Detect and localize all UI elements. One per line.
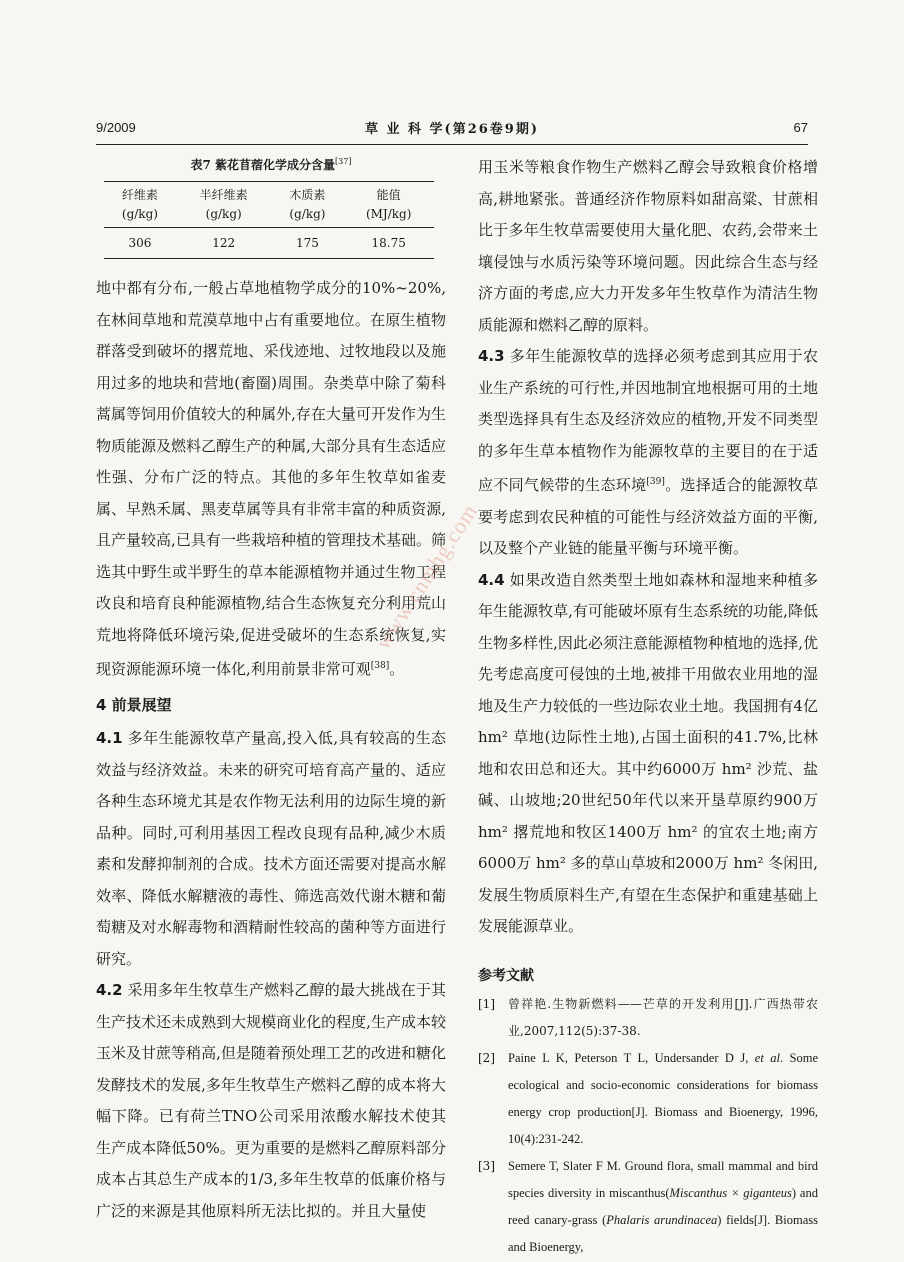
running-header — [96, 118, 808, 140]
table-header-cell: 半纤维素 — [199, 188, 248, 202]
page-number: 67 — [793, 120, 808, 135]
body-paragraph-continued: 用玉米等粮食作物生产燃料乙醇会导致粮食价格增高,耕地紧张。普通经济作物原料如甜高粱、甘蔗相比于多年生牧草需要使用大量化肥、农药,会带来土壤侵蚀与水质污染等环境问题。因此综合生态与经济方面的考虑,应大力开发多年生牧草作为清洁生物质能源和燃料乙醇的原料。 — [478, 158, 818, 334]
table-value-cell: 18.75 — [343, 228, 434, 259]
table-unit-cell: (g/kg) — [272, 205, 344, 228]
header-rule — [96, 144, 808, 145]
table-unit-cell: (g/kg) — [104, 205, 176, 228]
table-value-cell: 306 — [104, 228, 176, 259]
section-heading: 4 前景展望 — [96, 695, 172, 714]
subsection-4-4: 4.4 如果改造自然类型土地如森林和湿地来种植多年生能源牧草,有可能破坏原有生态系统的功能,降低生物多样性,因此必须注意能源植物种植地的选择,优先考虑高度可侵蚀的土地,被排干用做农业用地的湿地及生产力较低的一些边际农业土地。我国拥有4亿 hm² 草地(边际性土地),占国土面积的41.7%,比林地和农田总和还大。其中约6000万 hm² 沙荒、盐碱、山坡地;20世纪50年代以来开垦草原约900万 hm² 撂荒地和牧区1400万 hm² 的宜农土地;南方6000万 hm² 多的草山草坡和2000万 hm² 冬闲田,发展生物质原料生产,有望在生态保护和重建基础上发展能源草业。 — [478, 570, 818, 935]
left-column — [96, 152, 446, 1227]
body-paragraph: 地中都有分布,一般占草地植物学成分的10%~20%,在林间草地和荒漠草地中占有重要地位。在原生植物群落受到破坏的撂荒地、采伐迹地、过牧地段以及施用过多的地块和营地(畜圈)周围。杂类草中除了菊科蒿属等饲用价值较大的种属外,存在大量可开发作为生物质能源及燃料乙醇生产的种属,大部分具有生态适应性强、分布广泛的特点。其他的多年生牧草如雀麦属、早熟禾属、黑麦草属等具有非常丰富的种质资源,且产量较高,已具有一些栽培种植的管理技术基础。筛选其中野生或半野生的草本能源植物并通过生物工程改良和培育良种能源植物,结合生态恢复充分利用荒山荒地将降低环境污染,促进受破坏的生态系统恢复,实现资源能源环境一体化,利用前景非常可观[38]。 — [96, 279, 446, 678]
reference-item: [3] Semere T, Slater F M. Ground flora, small mammal and bird species diversity in miscanthus(Miscanthus × giganteus) and reed canary-grass (Phalaris arundinacea) fields[J]. Biomass and Bioenergy, — [478, 1158, 818, 1254]
references-heading: 参考文献 — [478, 967, 534, 984]
table-unit-cell: (MJ/kg) — [343, 205, 434, 228]
table-header-cell: 木质素 — [289, 188, 326, 202]
reference-item: [2] Paine L K, Peterson T L, Undersander D J, et al. Some ecological and socio-economic considerations for biomass energy crop production[J]. Biomass and Bioenergy, 1996, 10(4):231-242. — [478, 1050, 818, 1146]
subsection-4-1: 4.1 多年生能源牧草产量高,投入低,具有较高的生态效益与经济效益。未来的研究可培育高产量的、适应各种生态环境尤其是农作物无法利用的边际生境的新品种。同时,可利用基因工程改良现有品种,减少木质素和发酵抑制剂的合成。技术方面还需要对提高水解效率、降低水解糖液的毒性、筛选高效代谢木糖和葡萄糖及对水解毒物和酒精耐性较高的菌种等方面进行研究。 — [96, 729, 446, 968]
reference-item: [1] 曾祥艳.生物新燃料——芒草的开发利用[J].广西热带农业,2007,112(5):37-38. — [478, 996, 818, 1038]
issue-number: 9/2009 — [96, 120, 136, 135]
table-unit-cell: (g/kg) — [176, 205, 272, 228]
table-caption: 表7 紫花苜蓿化学成分含量[37] — [190, 157, 352, 172]
table-header-cell: 纤维素 — [121, 188, 158, 202]
table-header-cell: 能值 — [376, 188, 401, 202]
table-value-cell: 122 — [176, 228, 272, 259]
subsection-4-3: 4.3 多年生能源牧草的选择必须考虑到其应用于农业生产系统的可行性,并因地制宜地根据可用的土地类型选择具有生态及经济效应的植物,开发不同类型的多年生草本植物作为能源牧草的主要目的在于适应不同气候带的生态环境[39]。选择适合的能源牧草要考虑到农民种植的可能性与经济效益方面的平衡,以及整个产业链的能量平衡与环境平衡。 — [478, 347, 818, 557]
composition-table — [104, 182, 434, 259]
journal-title: 草 业 科 学(第26卷9期) — [364, 122, 540, 137]
table-value-cell: 175 — [272, 228, 344, 259]
subsection-4-2: 4.2 采用多年生牧草生产燃料乙醇的最大挑战在于其生产技术还未成熟到大规模商业化的程度,生产成本较玉米及甘蔗等稍高,但是随着预处理工艺的改进和糖化发酵技术的发展,多年生牧草生产燃料乙醇的成本将大幅下降。已有荷兰TNO公司采用浓酸水解技术使其生产成本降低50%。更为重要的是燃料乙醇原料部分成本占其总生产成本的1/3,多年生牧草的低廉价格与广泛的来源是其他原料所无法比拟的。并且大量使 — [96, 981, 446, 1220]
watermark: www.cnmhg.com — [370, 499, 483, 654]
right-column — [478, 152, 818, 1261]
